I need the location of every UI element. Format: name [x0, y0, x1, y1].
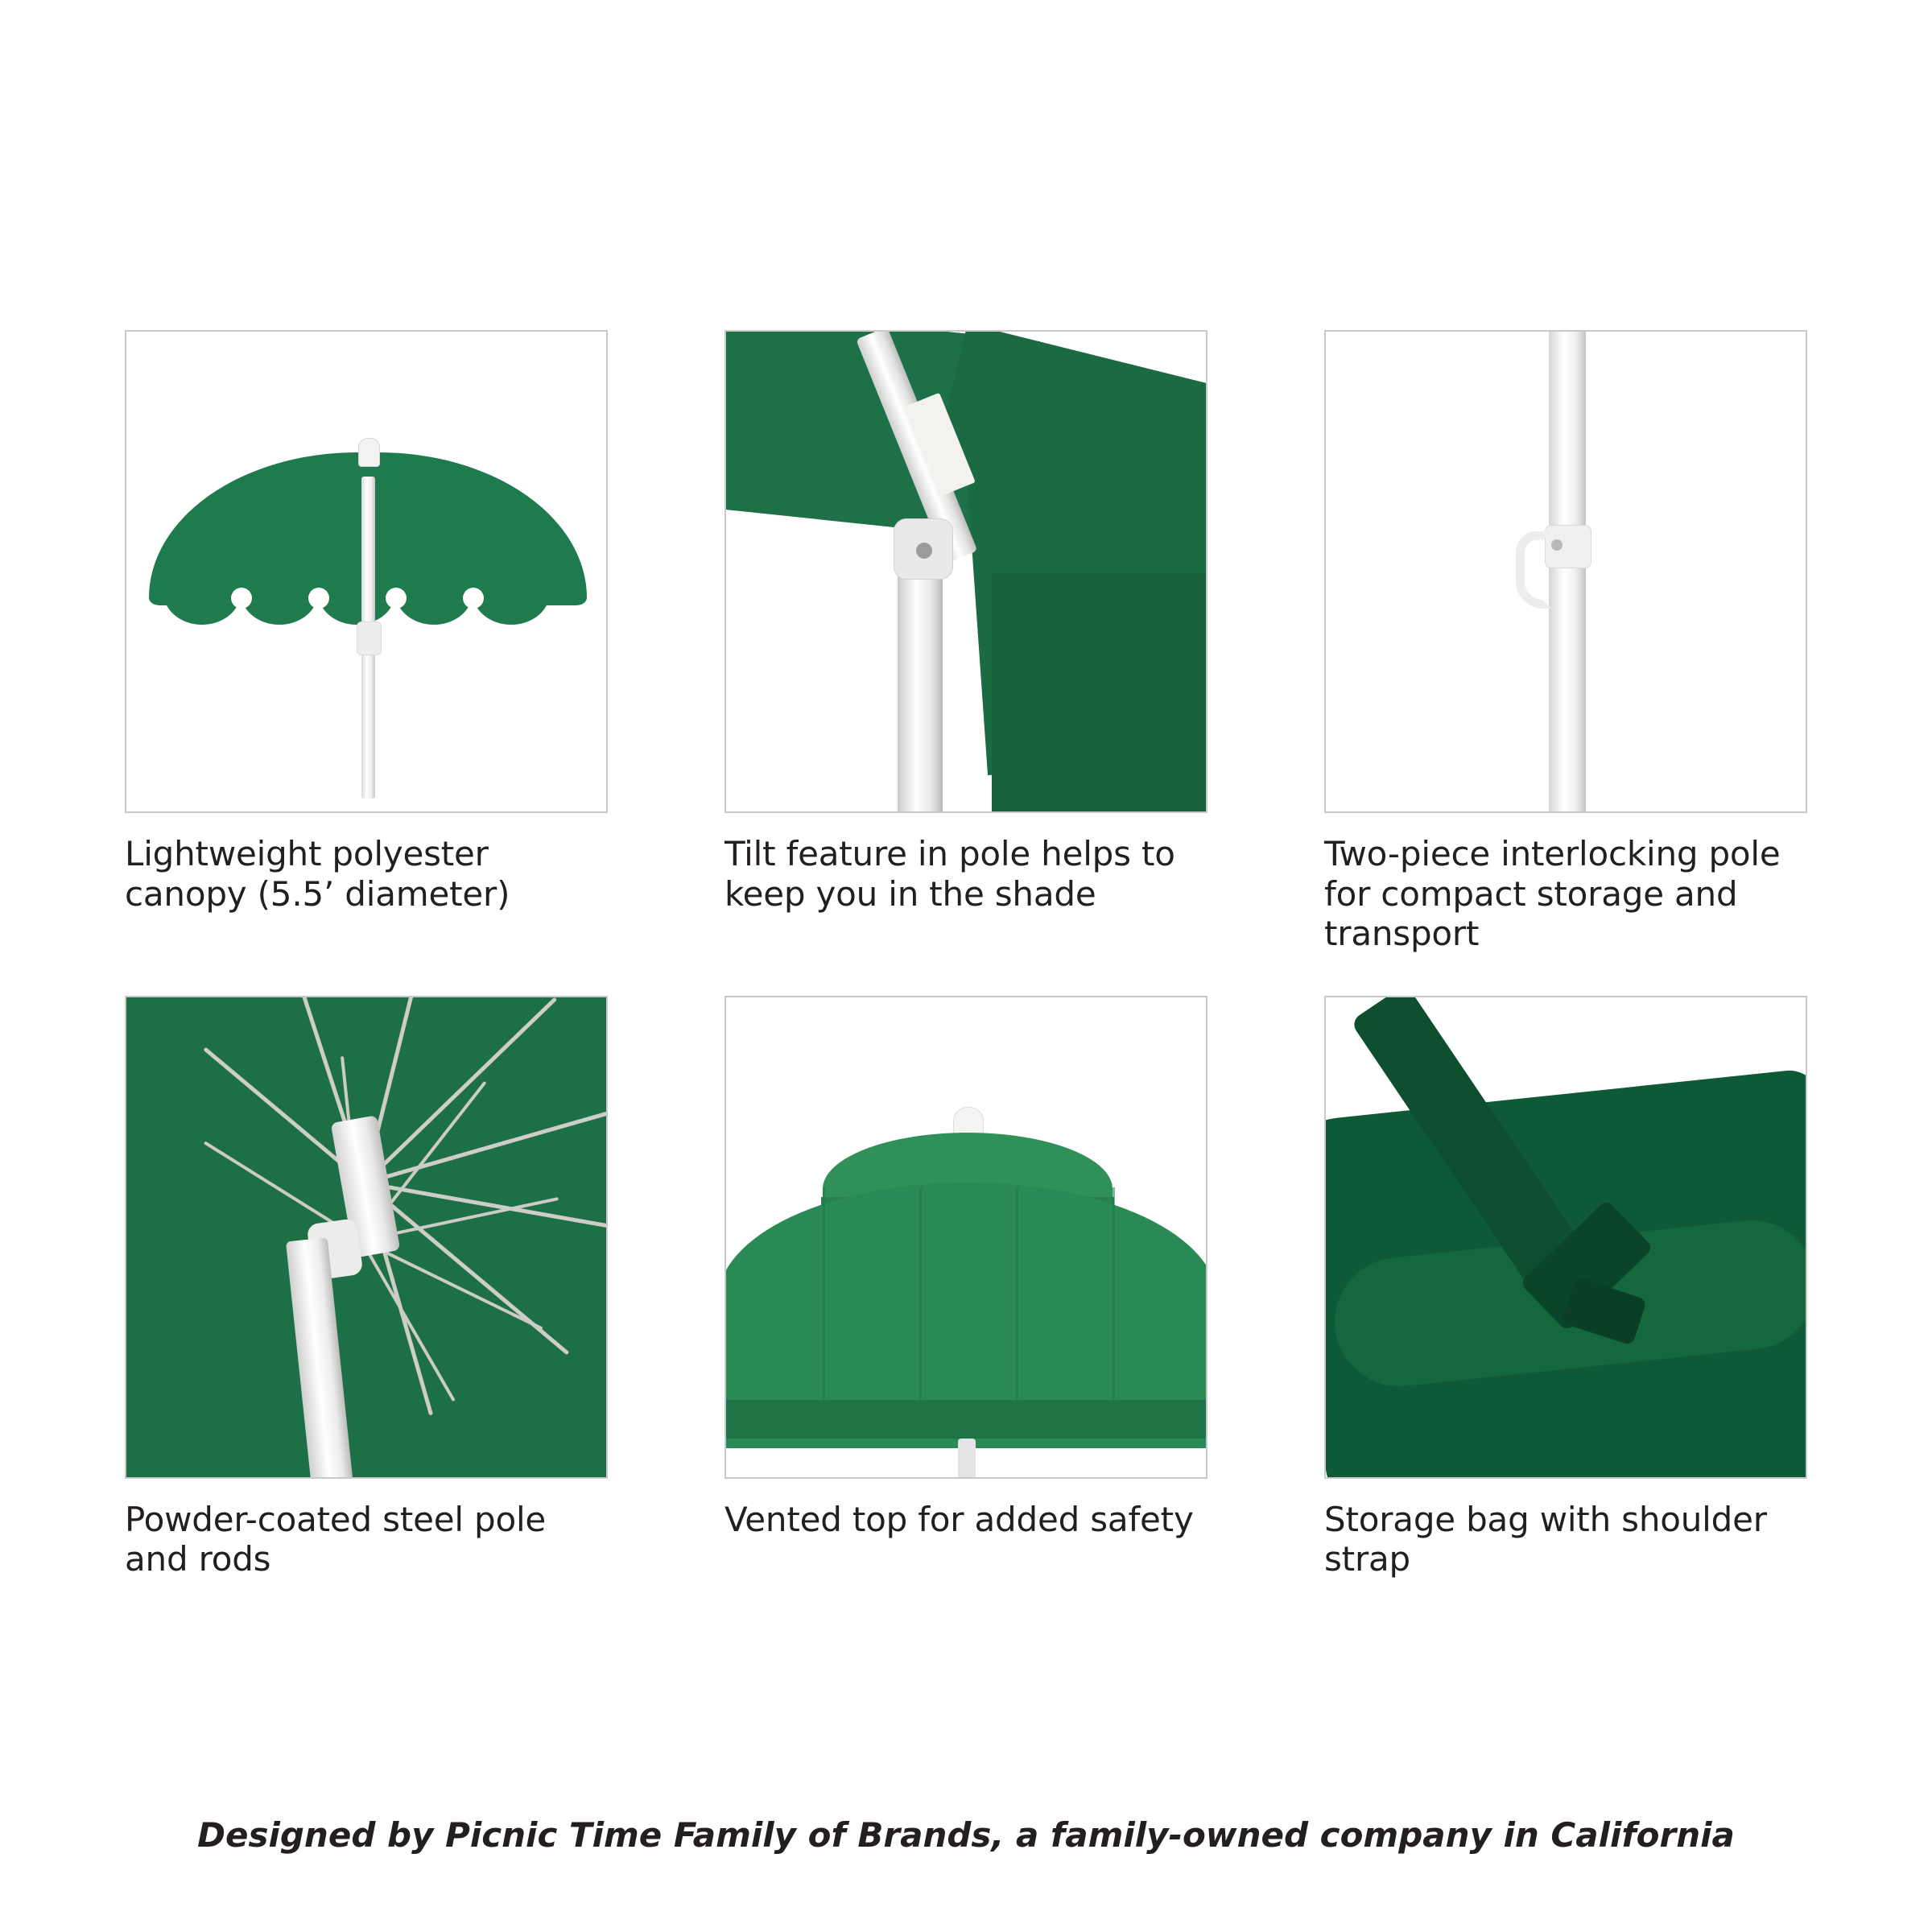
interlocking-pole-closeup-image	[1324, 330, 1807, 813]
feature-cell-1	[125, 330, 608, 954]
canopy-scallop	[395, 589, 473, 625]
canopy-seam	[1016, 1187, 1018, 1413]
canopy-seam	[823, 1187, 825, 1413]
canopy-scallop	[473, 589, 550, 625]
canopy-scallop	[318, 589, 395, 625]
vented-top-image	[724, 996, 1208, 1479]
feature-caption: Vented top for added safety	[724, 1499, 1194, 1539]
feature-caption: Storage bag with shoulder strap	[1324, 1499, 1767, 1579]
feature-cell-5	[724, 996, 1208, 1579]
interlock-pin-shape	[1551, 539, 1563, 551]
feature-grid	[125, 330, 1807, 1579]
feature-cell-6	[1324, 996, 1807, 1579]
feature-caption: Powder-coated steel pole and rods	[125, 1499, 547, 1579]
tilt-joint-closeup-image	[724, 330, 1208, 813]
interlock-lever-shape	[1516, 531, 1551, 609]
pole-shape	[1549, 330, 1586, 813]
canopy-seam	[1113, 1187, 1115, 1413]
feature-caption: Tilt feature in pole helps to keep you in the shade	[724, 834, 1175, 914]
pole-stub-shape	[958, 1439, 976, 1479]
canopy-scallop	[163, 589, 241, 625]
feature-caption: Two-piece interlocking pole for compact storage and transport	[1324, 834, 1781, 954]
steel-pole-and-rods-image	[125, 996, 608, 1479]
feature-cell-4	[125, 996, 608, 1579]
canopy-notch	[463, 588, 484, 609]
canopy-panel	[992, 573, 1208, 813]
canopy-notch	[231, 588, 252, 609]
canopy-notch	[386, 588, 407, 609]
umbrella-full-view-image	[125, 330, 608, 813]
finial-shape	[358, 438, 380, 467]
pole-collar-shape	[357, 621, 382, 655]
lower-pole-shape	[898, 549, 943, 813]
feature-cell-3	[1324, 330, 1807, 954]
storage-bag-strap-image	[1324, 996, 1807, 1479]
canopy-hem	[724, 1400, 1208, 1439]
canopy-scallop	[241, 589, 318, 625]
feature-cell-2	[724, 330, 1208, 954]
canopy-seam	[919, 1187, 922, 1413]
footer-attribution: Designed by Picnic Time Family of Brands, a family-owned company in California	[197, 1815, 1735, 1855]
canopy-notch	[308, 588, 329, 609]
hinge-bolt-shape	[916, 543, 932, 559]
feature-caption: Lightweight polyester canopy (5.5’ diameter)	[125, 834, 510, 914]
